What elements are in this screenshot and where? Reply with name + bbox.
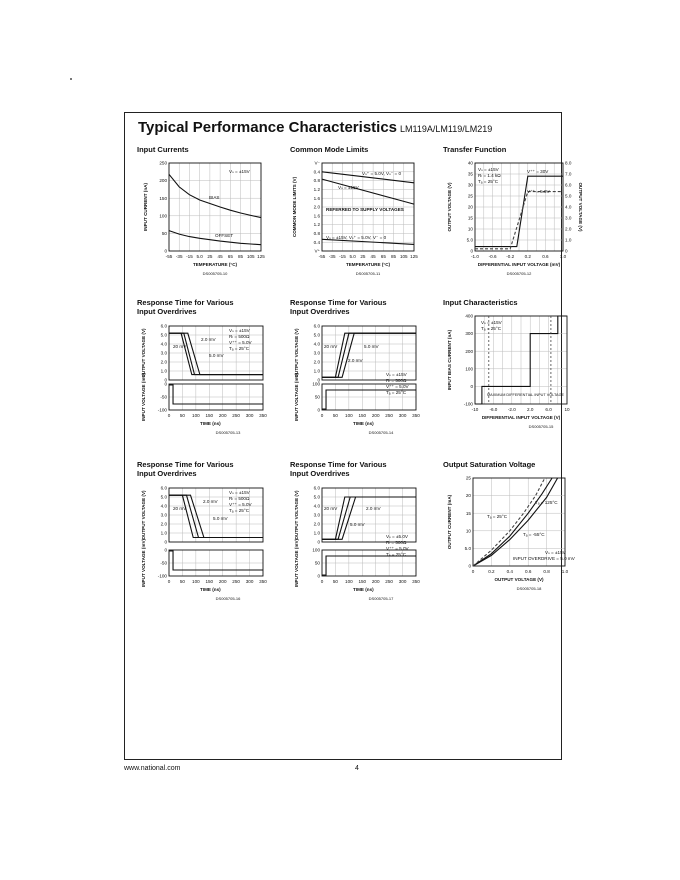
y-tick-label: 5.0	[160, 332, 167, 338]
x-tick-label: 105	[246, 254, 255, 259]
y-tick-label: V⁺	[314, 248, 320, 254]
x-tick-label: -55	[318, 254, 326, 259]
annotation: 5.0 mV	[364, 344, 379, 349]
x-tick-label: 300	[245, 579, 254, 584]
y-tick-label: 6.0	[160, 323, 167, 329]
y-tick-label: 100	[159, 213, 167, 219]
y-tick-label: 0.8	[313, 178, 320, 184]
figure-code: DS005705-16	[215, 596, 241, 601]
chart-input-characteristics	[443, 312, 589, 452]
figure-code: DS005705-11	[355, 271, 381, 276]
annotation: Tₐ = 125°C	[535, 500, 558, 505]
x-tick-label: 45	[370, 254, 376, 259]
y-tick-label: -100	[463, 401, 473, 407]
annotation: Vₛ = ±15V	[229, 328, 250, 333]
annotation: V⁺⁺ = 5.0V	[386, 384, 409, 389]
x-tick-label: -55	[165, 254, 173, 259]
y-axis-label-bottom: INPUT VOLTAGE (mV)	[294, 538, 299, 588]
annotation: Tₐ = 25°C	[386, 552, 407, 557]
chart-response-time-3	[137, 482, 283, 637]
x-axis-label: TIME (ns)	[200, 587, 221, 592]
y-tick-label: -100	[157, 407, 167, 413]
x-tick-label: 0	[320, 413, 324, 418]
panel-response-time-2	[290, 298, 436, 448]
y-tick-label: 25	[465, 475, 471, 481]
series-line	[322, 239, 414, 244]
y-tick-label: 50	[314, 394, 320, 400]
y-tick-label: 4.0	[160, 341, 167, 347]
annotation: Vₛ = ±15V	[545, 550, 566, 555]
x-tick-label: 100	[192, 579, 200, 584]
panel-output-saturation	[443, 460, 589, 610]
x-axis-label: OUTPUT VOLTAGE (V)	[494, 577, 544, 582]
y-tick-label: 0	[565, 248, 568, 254]
x-tick-label: 125	[257, 254, 265, 259]
y-tick-label: 4.0	[313, 341, 320, 347]
annotation: 5.0 mV	[213, 516, 228, 521]
y-tick-label: 5.0	[313, 332, 320, 338]
y-tick-label: 100	[465, 366, 473, 372]
x-tick-label: 150	[205, 413, 214, 418]
annotation: Vₛ = ±5.0V	[386, 534, 408, 539]
x-tick-label: 250	[385, 579, 393, 584]
x-tick-label: 0.2	[524, 254, 531, 259]
y-tick-label: 15	[467, 215, 473, 221]
x-tick-label: -15	[186, 254, 193, 259]
y-tick-label: 1.2	[313, 187, 320, 192]
panel-response-time-4	[290, 460, 436, 610]
annotation: Tₐ = 25°C	[229, 346, 250, 351]
x-tick-label: 150	[358, 579, 367, 584]
x-tick-label: 100	[345, 413, 353, 418]
input-step-line	[322, 556, 416, 575]
x-tick-label: 250	[385, 413, 393, 418]
y-tick-label: 40	[467, 160, 473, 166]
x-tick-label: 65	[380, 254, 386, 259]
y-tick-label: 0	[164, 381, 167, 387]
y-tick-label: 1.0	[313, 368, 320, 374]
y-axis-label-bottom: INPUT VOLTAGE (mV)	[141, 372, 146, 422]
x-tick-label: 5.0	[196, 254, 203, 259]
x-tick-label: -2.0	[507, 407, 516, 412]
y-tick-label: 20	[467, 204, 473, 210]
x-tick-label: 1.0	[559, 254, 567, 259]
x-tick-label: 300	[245, 413, 254, 418]
y-tick-label: 0	[470, 248, 473, 254]
x-tick-label: 25	[207, 254, 213, 259]
series-line-25c	[473, 478, 552, 566]
annotation: 20 mV	[173, 344, 187, 349]
y-tick-label: 150	[159, 195, 167, 201]
y-tick-label: 0.4	[313, 239, 320, 245]
chart-input-currents	[137, 159, 283, 299]
annotation: REFERRED TO SUPPLY VOLTAGES	[326, 207, 404, 212]
panel-input-currents	[137, 145, 283, 295]
x-axis-label: TEMPERATURE (°C)	[192, 262, 238, 267]
x-axis-label: TIME (ns)	[353, 421, 374, 426]
x-tick-label: 0	[320, 579, 324, 584]
x-tick-label: 0.4	[506, 569, 513, 574]
y-axis-label-top: OUTPUT VOLTAGE (V)	[141, 328, 146, 378]
y-tick-label: 2.0	[565, 226, 572, 232]
y-tick-label: 0	[470, 384, 473, 389]
chart-title: Input Characteristics	[443, 298, 518, 307]
input-step-line	[169, 551, 263, 570]
annotation: 2.0 mV	[201, 337, 216, 342]
y-tick-label: 2.0	[313, 359, 320, 365]
x-tick-label: 350	[259, 579, 267, 584]
annotation: Vₛ = ±15V	[386, 372, 407, 377]
y-axis-label-top: OUTPUT VOLTAGE (V)	[294, 328, 299, 378]
y-axis-label: COMMON MODE LIMITS (V)	[292, 176, 297, 238]
x-tick-label: 200	[371, 413, 380, 418]
y-tick-label: 1.2	[313, 222, 320, 228]
panel-common-mode-limits	[290, 145, 436, 295]
x-tick-label: 50	[179, 413, 185, 418]
annotation: V⁺⁺ = 5.0V	[527, 189, 550, 194]
annotation: Tₐ = 25°C	[481, 326, 502, 331]
annotation: Tₐ = 25°C	[478, 179, 499, 184]
y-axis-label: OUTPUT VOLTAGE (V)	[447, 182, 452, 232]
annotation: Vₛ = ±15V	[229, 490, 250, 495]
y-tick-label: 2.0	[313, 521, 320, 527]
x-tick-label: 300	[398, 413, 407, 418]
annotation: Tₐ = -55°C	[523, 532, 545, 537]
y-tick-label: 25	[467, 193, 473, 199]
y-tick-label: 4.0	[565, 204, 572, 210]
x-tick-label: 10	[564, 407, 570, 412]
y-tick-label: 6.0	[313, 323, 320, 329]
y-tick-label: 1.0	[565, 237, 572, 243]
annotation: Tₐ = 25°C	[487, 514, 508, 519]
y-tick-label: 0	[164, 377, 167, 383]
figure-code: DS005705-10	[202, 271, 228, 276]
x-tick-label: 0.6	[525, 569, 532, 574]
page-number: 4	[355, 765, 359, 772]
y-tick-label: 10	[465, 528, 471, 534]
annotation: Vₛ = ±15V	[481, 320, 502, 325]
y-tick-label: 250	[159, 160, 167, 166]
x-tick-label: 85	[390, 254, 397, 259]
x-tick-label: 100	[192, 413, 200, 418]
x-axis-label: DIFFERENTIAL INPUT VOLTAGE (V)	[481, 415, 561, 420]
y-tick-label: 7.0	[565, 171, 572, 177]
annotation: Vₛ = ±15V	[478, 167, 499, 172]
y-tick-label: 5.0	[313, 494, 320, 500]
x-tick-label: 65	[227, 254, 233, 259]
x-tick-label: 100	[345, 579, 353, 584]
y-tick-label: 0	[468, 563, 471, 569]
y-axis-label-top: OUTPUT VOLTAGE (V)	[294, 490, 299, 540]
y-tick-label: 15	[465, 510, 471, 516]
annotation: Rₗ = 500Ω	[386, 540, 407, 545]
annotation: Vₛ = ±15V	[229, 169, 250, 174]
annotation: Vₛ = ±15V, Vₛ⁺ = 5.0V, V⁻ = 0	[326, 235, 387, 240]
annotation: 5.0 mV	[209, 353, 224, 358]
panel-response-time-1	[137, 298, 283, 448]
y-tick-label: 30	[467, 182, 473, 188]
x-tick-label: 25	[360, 254, 366, 259]
y-tick-label: 0	[164, 539, 167, 545]
x-tick-label: 350	[412, 579, 420, 584]
series-line-20mv	[322, 333, 416, 377]
y-tick-label: 3.0	[160, 512, 167, 518]
page-title: Typical Performance Characteristics LM119A/LM119/LM219	[138, 119, 493, 136]
x-tick-label: -6.0	[489, 407, 498, 412]
y-tick-label: 200	[465, 348, 473, 354]
annotation: Rₗ = 1.4 kΩ	[478, 173, 501, 178]
figure-code: DS005705-15	[528, 424, 554, 429]
y-tick-label: 2.0	[313, 204, 320, 210]
y-tick-label: 20	[465, 493, 471, 499]
x-tick-label: 50	[332, 579, 338, 584]
annotation: INPUT OVERDRIVE = 5.0 mV	[513, 556, 575, 561]
annotation: MAXIMUM DIFFERENTIAL INPUT VOLTAGE	[487, 393, 565, 397]
annotation: 20 mV	[324, 506, 338, 511]
input-step-line	[169, 385, 263, 404]
x-tick-label: 150	[205, 579, 214, 584]
y-axis-label-top: OUTPUT VOLTAGE (V)	[141, 490, 146, 540]
y-tick-label: 8.0	[565, 160, 572, 166]
x-axis-label: TEMPERATURE (°C)	[345, 262, 391, 267]
y-tick-label: 3.0	[313, 350, 320, 356]
annotation: Vₛ⁺ = 5.0V, Vₛ⁻ = 0	[362, 171, 402, 176]
chart-response-time-2	[290, 320, 436, 470]
y-tick-label: 1.0	[313, 530, 320, 536]
figure-code: DS005705-13	[215, 430, 241, 435]
x-tick-label: 0	[167, 579, 171, 584]
series-line	[322, 179, 414, 204]
y2-axis-label: OUTPUT VOLTAGE (V)	[578, 182, 583, 232]
x-tick-label: -10	[471, 407, 479, 412]
x-axis-label: TIME (ns)	[200, 421, 221, 426]
y-tick-label: 0	[164, 547, 167, 553]
panel-input-characteristics	[443, 298, 589, 448]
series-line-minus55c	[473, 478, 545, 566]
y-tick-label: 0	[317, 377, 320, 383]
annotation: 2.0 mV	[348, 358, 363, 363]
y-tick-label: 5.0	[565, 193, 572, 199]
y-axis-label: INPUT BIAS CURRENT (nA)	[447, 329, 452, 391]
annotation: 5.0 mV	[350, 522, 365, 527]
x-tick-label: 200	[218, 413, 227, 418]
y-tick-label: 5.0	[160, 494, 167, 500]
x-axis-label: DIFFERENTIAL INPUT VOLTAGE (mV)	[477, 262, 561, 267]
x-tick-label: 5.0	[349, 254, 356, 259]
x-tick-label: 50	[332, 413, 338, 418]
x-tick-label: 350	[412, 413, 420, 418]
y-tick-label: -100	[157, 573, 167, 579]
x-tick-label: 85	[237, 254, 244, 259]
y-tick-label: 100	[312, 547, 320, 553]
y-tick-label: -50	[160, 394, 167, 400]
annotation: V⁺⁺ = 5.0V	[229, 502, 252, 507]
annotation: Rₗ = 500Ω	[229, 496, 250, 501]
annotation: 2.0 mV	[203, 499, 218, 504]
chart-title: Output Saturation Voltage	[443, 460, 536, 469]
chart-title: Response Time for Various Input Overdrives	[290, 298, 387, 316]
annotation: V⁺⁺ = 5.0V	[386, 546, 409, 551]
x-tick-label: 0.6	[542, 254, 549, 259]
x-tick-label: -1.0	[471, 254, 479, 259]
chart-title: Response Time for Various Input Overdrives	[290, 460, 387, 478]
annotation: Rₗ = 500Ω	[229, 334, 250, 339]
x-tick-label: -0.2	[506, 254, 515, 259]
figure-code: DS005705-12	[506, 271, 532, 276]
y-tick-label: 4.0	[313, 503, 320, 509]
y-tick-label: 300	[465, 331, 473, 337]
x-tick-label: 105	[399, 254, 408, 259]
annotation: V⁺⁺ = 5.0V	[229, 340, 252, 345]
annotation: Rₗ = 500Ω	[386, 378, 407, 383]
x-tick-label: 1.0	[561, 569, 569, 574]
y-tick-label: 6.0	[565, 182, 572, 188]
x-tick-label: 200	[371, 579, 380, 584]
x-tick-label: 50	[179, 579, 185, 584]
y-tick-label: 3.0	[313, 512, 320, 518]
y-tick-label: V⁻	[314, 160, 320, 166]
x-axis-label: TIME (ns)	[353, 587, 374, 592]
chart-transfer-function	[443, 159, 589, 299]
footer-url: www.national.com	[124, 765, 181, 772]
x-tick-label: -35	[175, 254, 183, 259]
panel-transfer-function	[443, 145, 589, 295]
chart-title: Response Time for Various Input Overdrives	[137, 298, 234, 316]
y-tick-label: 0	[317, 407, 320, 413]
x-tick-label: -0.6	[488, 254, 497, 259]
y-tick-label: 1.6	[313, 195, 320, 201]
y-axis-label-bottom: INPUT VOLTAGE (mV)	[141, 538, 146, 588]
series-line-20mv	[322, 333, 416, 377]
y-tick-label: 6.0	[313, 485, 320, 491]
figure-code: DS005705-14	[368, 430, 394, 435]
figure-code: DS005705-17	[368, 596, 394, 601]
x-tick-label: 2.0	[527, 407, 534, 412]
y-tick-label: 0.4	[313, 169, 320, 175]
series-line-50mv	[322, 333, 416, 377]
y-tick-label: 0.8	[313, 231, 320, 236]
y-tick-label: 3.0	[160, 350, 167, 356]
y-tick-label: 400	[465, 313, 473, 319]
y-tick-label: 200	[159, 178, 167, 184]
y-tick-label: 0	[317, 539, 320, 545]
y-tick-label: 4.0	[160, 503, 167, 509]
annotation: V⁺⁺ = 30V	[527, 169, 549, 174]
annotation-offset: OFFSET	[215, 233, 234, 238]
annotation: Vₛ = ±15V	[338, 185, 359, 190]
x-tick-label: 200	[218, 579, 227, 584]
y-tick-label: 6.0	[160, 485, 167, 491]
y-tick-label: 0	[164, 248, 167, 254]
x-tick-label: 6.0	[545, 407, 552, 412]
annotation: Tₐ = 25°C	[386, 390, 407, 395]
annotation: 20 mV	[173, 506, 187, 511]
panel-response-time-3	[137, 460, 283, 610]
y-axis-label: INPUT CURRENT (nA)	[143, 183, 148, 231]
y-tick-label: 5.0	[466, 237, 473, 243]
y-tick-label: 100	[312, 381, 320, 387]
stray-mark	[70, 78, 72, 80]
y-tick-label: 50	[314, 560, 320, 566]
annotation: 2.0 mV	[366, 506, 381, 511]
annotation: Tₐ = 25°C	[229, 508, 250, 513]
x-tick-label: 150	[358, 413, 367, 418]
x-tick-label: -15	[339, 254, 346, 259]
x-tick-label: 45	[217, 254, 223, 259]
y-tick-label: 35	[467, 171, 473, 177]
chart-output-saturation	[443, 474, 589, 614]
y-tick-label: 2.0	[160, 359, 167, 365]
figure-code: DS005705-18	[516, 586, 542, 591]
chart-title: Transfer Function	[443, 145, 507, 154]
annotation-bias: BIAS	[209, 195, 220, 200]
chart-title: Input Currents	[137, 145, 189, 154]
x-tick-label: 300	[398, 579, 407, 584]
chart-common-mode-limits	[290, 159, 436, 299]
x-tick-label: 250	[232, 579, 240, 584]
chart-response-time-4	[290, 482, 436, 637]
y-tick-label: -50	[160, 560, 167, 566]
x-tick-label: 0.2	[488, 569, 495, 574]
y-tick-label: 10	[467, 226, 473, 232]
y-tick-label: 2.0	[160, 521, 167, 527]
x-tick-label: 0.8	[543, 569, 550, 574]
x-tick-label: 350	[259, 413, 267, 418]
y-tick-label: 50	[161, 231, 167, 236]
annotation: 20 mV	[324, 344, 338, 349]
x-tick-label: 250	[232, 413, 240, 418]
y-tick-label: 0	[317, 573, 320, 579]
x-tick-label: 0	[471, 569, 475, 574]
y-tick-label: 3.0	[565, 215, 572, 221]
chart-response-time-1	[137, 320, 283, 470]
y-tick-label: 1.6	[313, 213, 320, 219]
y-tick-label: 1.0	[160, 530, 167, 536]
y-axis-label: OUTPUT CURRENT (mA)	[447, 494, 452, 550]
x-tick-label: -35	[328, 254, 336, 259]
x-tick-label: 125	[410, 254, 418, 259]
y-tick-label: 1.0	[160, 368, 167, 374]
y-tick-label: 5.0	[464, 546, 471, 551]
device-subtitle: LM119A/LM119/LM219	[400, 124, 493, 134]
chart-title: Common Mode Limits	[290, 145, 369, 154]
x-tick-label: 0	[167, 413, 171, 418]
y-axis-label-bottom: INPUT VOLTAGE (mV)	[294, 372, 299, 422]
chart-title: Response Time for Various Input Overdrives	[137, 460, 234, 478]
